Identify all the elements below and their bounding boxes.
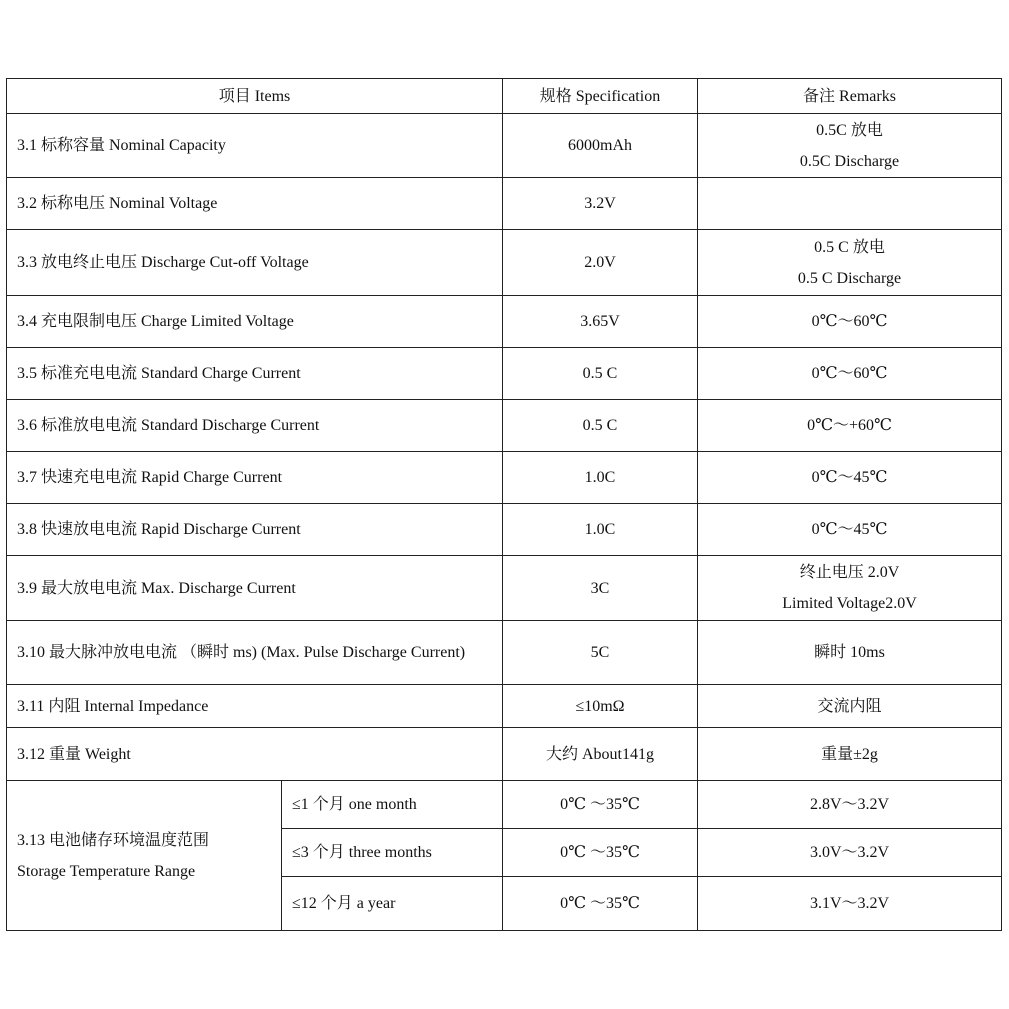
storage-temp-cell: 0℃ ～35℃ bbox=[503, 781, 698, 829]
storage-label-line: Storage Temperature Range bbox=[17, 862, 196, 880]
remark-line: 0.5C 放电 bbox=[816, 121, 883, 139]
spec-cell: 2.0V bbox=[503, 230, 698, 296]
item-cell: 3.11 内阻 Internal Impedance bbox=[7, 685, 503, 728]
spec-cell: 5C bbox=[503, 621, 698, 685]
remark-cell: 0℃～60℃ bbox=[698, 348, 1002, 400]
remark-line: 终止电压 2.0V bbox=[799, 564, 900, 581]
table-row bbox=[7, 685, 1002, 728]
storage-period-cell: ≤3 个月 three months bbox=[282, 829, 503, 877]
table-row bbox=[7, 178, 1002, 230]
remark-cell: 交流内阻 bbox=[698, 685, 1002, 728]
item-cell: 3.3 放电终止电压 Discharge Cut-off Voltage bbox=[7, 230, 503, 296]
remark-cell bbox=[698, 230, 1002, 296]
spec-cell: 3.65V bbox=[503, 296, 698, 348]
item-cell: 3.2 标称电压 Nominal Voltage bbox=[7, 178, 503, 230]
storage-temp-cell: 0℃ ～35℃ bbox=[503, 829, 698, 877]
remark-line: 0.5C Discharge bbox=[799, 152, 900, 170]
header-remarks: 备注 Remarks bbox=[698, 79, 1002, 114]
spec-cell: 0.5 C bbox=[503, 400, 698, 452]
storage-voltage-cell: 3.0V～3.2V bbox=[698, 829, 1002, 877]
item-cell: 3.9 最大放电电流 Max. Discharge Current bbox=[7, 556, 503, 621]
header-specification: 规格 Specification bbox=[503, 79, 698, 114]
remark-cell: 0℃～45℃ bbox=[698, 452, 1002, 504]
remark-cell: 0℃～45℃ bbox=[698, 504, 1002, 556]
spec-cell: 0.5 C bbox=[503, 348, 698, 400]
storage-row bbox=[7, 781, 1002, 829]
header-items: 项目 Items bbox=[7, 79, 503, 114]
table-row bbox=[7, 400, 1002, 452]
remark-line: Limited Voltage2.0V bbox=[782, 595, 917, 612]
remark-cell bbox=[698, 114, 1002, 178]
item-cell: 3.8 快速放电电流 Rapid Discharge Current bbox=[7, 504, 503, 556]
storage-period-cell: ≤1 个月 one month bbox=[282, 781, 503, 829]
spec-cell: 1.0C bbox=[503, 504, 698, 556]
spec-cell: ≤10mΩ bbox=[503, 685, 698, 728]
remark-cell bbox=[698, 178, 1002, 230]
header-row bbox=[7, 79, 1002, 114]
spec-cell: 大约 About141g bbox=[503, 728, 698, 781]
storage-label-line: 3.13 电池储存环境温度范围 bbox=[17, 831, 210, 849]
storage-voltage-cell: 3.1V～3.2V bbox=[698, 877, 1002, 931]
remark-cell: 瞬时 10ms bbox=[698, 621, 1002, 685]
remark-cell: 0℃～60℃ bbox=[698, 296, 1002, 348]
item-cell: 3.4 充电限制电压 Charge Limited Voltage bbox=[7, 296, 503, 348]
item-cell: 3.6 标准放电电流 Standard Discharge Current bbox=[7, 400, 503, 452]
item-cell: 3.10 最大脉冲放电电流 （瞬时 ms) (Max. Pulse Discharge Current) bbox=[7, 621, 503, 685]
spec-cell: 3.2V bbox=[503, 178, 698, 230]
table-row bbox=[7, 230, 1002, 296]
remark-cell: 0℃～+60℃ bbox=[698, 400, 1002, 452]
spec-cell: 1.0C bbox=[503, 452, 698, 504]
specification-table bbox=[6, 78, 1002, 931]
remark-cell bbox=[698, 556, 1002, 621]
storage-period-cell: ≤12 个月 a year bbox=[282, 877, 503, 931]
spec-cell: 3C bbox=[503, 556, 698, 621]
remark-cell: 重量±2g bbox=[698, 728, 1002, 781]
table-row bbox=[7, 348, 1002, 400]
storage-voltage-cell: 2.8V～3.2V bbox=[698, 781, 1002, 829]
storage-label-cell bbox=[7, 781, 282, 931]
item-cell: 3.12 重量 Weight bbox=[7, 728, 503, 781]
table-row bbox=[7, 556, 1002, 621]
table-row bbox=[7, 114, 1002, 178]
table-row bbox=[7, 621, 1002, 685]
item-cell: 3.5 标准充电电流 Standard Charge Current bbox=[7, 348, 503, 400]
table-row bbox=[7, 728, 1002, 781]
table-row bbox=[7, 452, 1002, 504]
item-cell: 3.7 快速充电电流 Rapid Charge Current bbox=[7, 452, 503, 504]
storage-temp-cell: 0℃ ～35℃ bbox=[503, 877, 698, 931]
spec-cell: 6000mAh bbox=[503, 114, 698, 178]
remark-line: 0.5 C 放电 bbox=[814, 238, 885, 256]
item-cell: 3.1 标称容量 Nominal Capacity bbox=[7, 114, 503, 178]
table-row bbox=[7, 504, 1002, 556]
table-row bbox=[7, 296, 1002, 348]
remark-line: 0.5 C Discharge bbox=[797, 269, 902, 287]
